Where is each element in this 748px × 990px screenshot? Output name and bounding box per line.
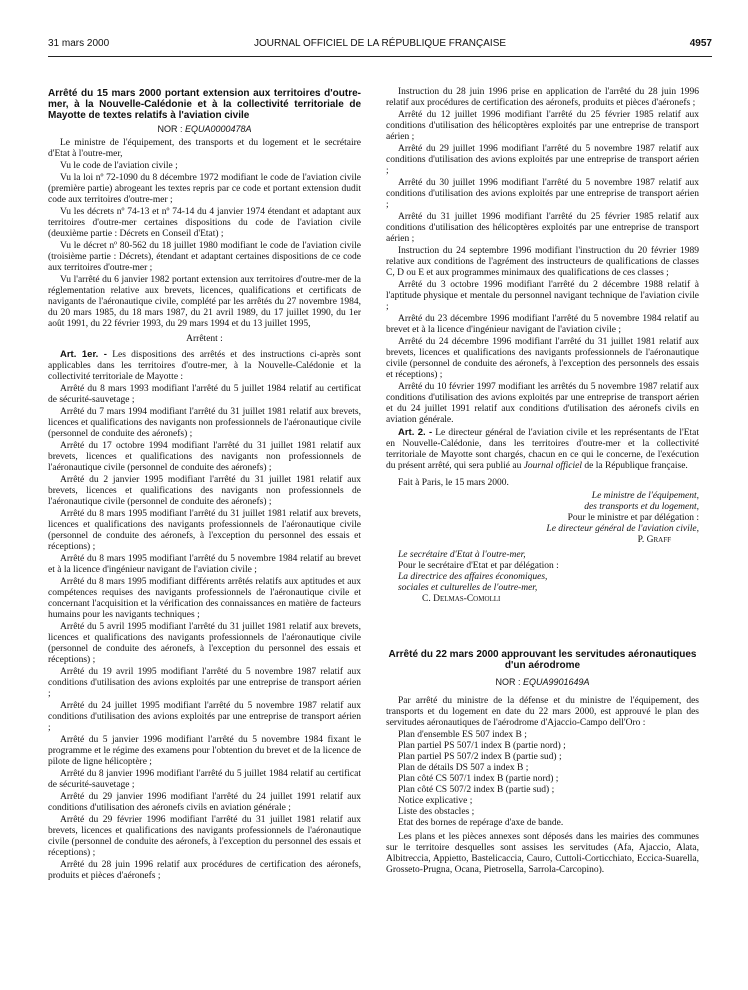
list-item: Arrêté du 5 janvier 1996 modifiant l'arrêté du 5 novembre 1984 fixant le programme et le régime des examens pour l'obtention du brevet et de la licence de pilote de ligne hélicoptère ;	[48, 735, 361, 767]
header-page-number: 4957	[689, 38, 712, 49]
visa-decret-1980: Vu le décret nº 80-562 du 18 juillet 1980 modifiant le code de l'aviation civile (troisième partie : Décrets), étendant et adaptant certaines dispositions de ce code aux territoires d'outre-mer ;	[48, 241, 361, 273]
decree-2-intro: Par arrêté du ministre de la défense et du ministre de l'équipement, des transports et du logement en date du 22 mars 2000, est approuvé le plan des servitudes aéronautiques de l'aérodrome d'Ajaccio-Campo dell'Oro :	[386, 696, 699, 728]
visa-decrets: Vu les décrets nº 74-13 et nº 74-14 du 4 janvier 1974 étendant et adaptant aux territoires d'outre-mer certaines dispositions du code de l'aviation civile (deuxième partie : Décrets en Conseil d'Etat) ;	[48, 207, 361, 239]
signature-name-delmas: C. Delmas-Comolli	[422, 594, 501, 604]
list-item: Arrêté du 8 mars 1995 modifiant différents arrêtés relatifs aux aptitudes et aux compétences requises des navigants professionnels de l'aéronautique civile et concernant l'acquisition et la vérification des connaissances en matière de facteurs humains pour les navigants techniques ;	[48, 577, 361, 620]
decree-2-closing: Les plans et les pièces annexes sont déposés dans les mairies des communes sur le territoire desquelles sont assises les servitudes (Afa, Ajaccio, Alata, Albitreccia, Appietto, Bastelicaccia, Cauro, Cuttoli-Corticchiato, Eccica-Suarella, Grosseto-Prugna, Ocana, Pietrosella, Sarrola-Carcopino).	[386, 832, 699, 875]
left-column	[48, 88, 361, 883]
list-item: Arrêté du 7 mars 1994 modifiant l'arrêté du 31 juillet 1981 relatif aux brevets, licences et qualifications des navigants non professionnels de l'aéronautique civile (personnel de conduite des aéronefs) ;	[48, 407, 361, 439]
list-item: Liste des obstacles ;	[398, 807, 475, 817]
list-item: Arrêté du 19 avril 1995 modifiant l'arrêté du 5 novembre 1987 relatif aux conditions d'utilisation des avions exploités par une entreprise de transport aérien ;	[48, 667, 361, 699]
signatory-minister-line2: des transports et du logement,	[584, 502, 699, 512]
list-item: Arrêté du 29 juillet 1996 modifiant l'arrêté du 5 novembre 1987 relatif aux conditions d'utilisation des avions exploités par une entreprise de transport aérien ;	[386, 144, 699, 176]
nor-reference	[48, 124, 361, 135]
list-item: Arrêté du 3 octobre 1996 modifiant l'arrêté du 2 décembre 1988 relatif à l'aptitude physique et mentale du personnel navigant technique de l'aviation civile ;	[386, 280, 699, 312]
signatory-dgac: Le directeur général de l'aviation civile,	[546, 524, 699, 534]
list-item: Arrêté du 8 mars 1993 modifiant l'arrêté du 5 juillet 1984 relatif au certificat de sécurité-sauvetage ;	[48, 384, 361, 405]
list-item: Arrêté du 24 juillet 1995 modifiant l'arrêté du 5 novembre 1987 relatif aux conditions d'utilisation des avions exploités par une entreprise de transport aérien ;	[48, 701, 361, 733]
list-item: Arrêté du 8 janvier 1996 modifiant l'arrêté du 5 juillet 1984 relatif au certificat de sécurité-sauvetage ;	[48, 769, 361, 790]
list-item: Arrêté du 2 janvier 1995 modifiant l'arrêté du 31 juillet 1981 relatif aux brevets, licences et qualifications des navigants non professionnels de l'aéronautique civile (personnel de conduite des aéronefs) ;	[48, 475, 361, 507]
signature-name-graff: P. Graff	[637, 535, 671, 545]
signatory-directrice: La directrice des affaires économiques,	[398, 572, 548, 582]
list-item: Etat des bornes de repérage d'axe de bande.	[398, 818, 564, 828]
nor-2-label: NOR :	[495, 677, 521, 687]
list-item: Plan partiel PS 507/1 index B (partie nord) ;	[398, 741, 566, 751]
visa-arrete-1982: Vu l'arrêté du 6 janvier 1982 portant extension aux territoires d'outre-mer de la réglementation relative aux brevets, licences, qualifications et certificats de navigants de l'aéronautique civile, complété par les arrêtés du 27 novembre 1984, du 20 mars 1985, du 18 mars 1987, du 21 avril 1989, du 17 juillet 1990, du 1er août 1991, du 22 février 1993, du 29 mars 1994 et du 13 juillet 1995,	[48, 275, 361, 329]
list-item: Arrêté du 28 juin 1996 relatif aux procédures de certification des aéronefs, produits et pièces d'aéronefs ;	[48, 860, 361, 881]
list-item: Arrêté du 8 mars 1995 modifiant l'arrêté du 5 novembre 1984 relatif au brevet et à la licence d'ingénieur navigant de l'aviation civile ;	[48, 554, 361, 575]
list-item: Plan côté CS 507/1 index B (partie nord) ;	[398, 774, 559, 784]
list-item: Arrêté du 8 mars 1995 modifiant l'arrêté du 31 juillet 1981 relatif aux brevets, licences et qualifications des navigants professionnels de l'aéronautique civile (personnel de conduite des aéronefs, à l'exception du personnel des essais et réceptions) ;	[48, 509, 361, 552]
list-item: Plan d'ensemble ES 507 index B ;	[398, 730, 527, 740]
page-header	[48, 38, 712, 52]
article-2-text-end: de la République française.	[584, 461, 688, 471]
article-2-label: Art. 2. -	[398, 427, 433, 438]
list-item: Notice explicative ;	[398, 796, 473, 806]
article-1	[48, 349, 361, 383]
article-2	[386, 427, 699, 472]
list-item: Arrêté du 5 avril 1995 modifiant l'arrêté du 31 juillet 1981 relatif aux brevets, licences et qualifications des navigants professionnels de l'aéronautique civile (personnel de conduite des aéronefs, à l'exception du personnel des essais et réceptions) ;	[48, 622, 361, 665]
arretent-heading: Arrêtent :	[186, 334, 223, 344]
nor-reference-2	[386, 677, 699, 688]
nor-2-value: EQUA9901649A	[522, 677, 590, 687]
preamble-ministers: Le ministre de l'équipement, des transports et du logement et le secrétaire d'Etat à l'outre-mer,	[48, 138, 361, 159]
list-item: Plan de détails DS 507 a index B ;	[398, 763, 529, 773]
header-rule	[48, 56, 712, 57]
right-column	[386, 87, 699, 877]
list-item: Instruction du 28 juin 1996 prise en application de l'arrêté du 28 juin 1996 relatif aux procédures de certification des aéronefs, produits et pièces d'aéronefs ;	[386, 87, 699, 108]
signatory-minister: Le ministre de l'équipement,	[591, 491, 699, 501]
decree-2-title: Arrêté du 22 mars 2000 approuvant les servitudes aéronautiques d'un aérodrome	[388, 649, 697, 671]
visa-loi: Vu la loi nº 72-1090 du 8 décembre 1972 modifiant le code de l'aviation civile (première partie) abrogeant les textes repris par ce code et portant extension dudit code aux territoires d'outre-mer ;	[48, 173, 361, 205]
list-item: Instruction du 24 septembre 1996 modifiant l'instruction du 20 février 1989 relative aux conditions de l'agrément des instructeurs de qualifications de classes C, D ou E et aux programmes minimaux des qualifications de ces classes ;	[386, 246, 699, 278]
header-date: 31 mars 2000	[48, 38, 110, 49]
list-item: Plan partiel PS 507/2 index B (partie sud) ;	[398, 752, 562, 762]
article-1-label: Art. 1er. -	[60, 349, 107, 360]
list-item: Arrêté du 12 juillet 1996 modifiant l'arrêté du 25 février 1985 relatif aux conditions d'utilisation des hélicoptères exploités par une entreprise de transport aérien ;	[386, 110, 699, 142]
list-item: Arrêté du 31 juillet 1996 modifiant l'arrêté du 25 février 1985 relatif aux conditions d'utilisation des hélicoptères exploités par une entreprise de transport aérien ;	[386, 212, 699, 244]
delegation-line-2: Pour le secrétaire d'Etat et par délégation :	[398, 561, 559, 571]
plans-list	[386, 730, 699, 829]
list-item: Plan côté CS 507/2 index B (partie sud) ;	[398, 785, 555, 795]
section-spacer	[386, 605, 699, 649]
decree-title: Arrêté du 15 mars 2000 portant extension aux territoires d'outre-mer, à la Nouvelle-Calédonie et à la collectivité territoriale de Mayotte de textes relatifs à l'aviation civile	[48, 88, 361, 121]
signatory-directrice-line2: sociales et culturelles de l'outre-mer,	[398, 583, 538, 593]
delegation-line: Pour le ministre et par délégation :	[567, 513, 699, 523]
signatory-secretary: Le secrétaire d'Etat à l'outre-mer,	[398, 550, 526, 560]
list-item: Arrêté du 29 janvier 1996 modifiant l'arrêté du 24 juillet 1991 relatif aux conditions d'utilisation des aéronefs civils en aviation générale ;	[48, 792, 361, 813]
signature-place-date: Fait à Paris, le 15 mars 2000.	[398, 478, 509, 488]
list-item: Arrêté du 17 octobre 1994 modifiant l'arrêté du 31 juillet 1981 relatif aux brevets, licences et qualifications des navigants non professionnels de l'aéronautique civile (personnel de conduite des aéronefs) ;	[48, 441, 361, 473]
article-2-text: Le directeur général de l'aviation civile et les représentants de l'Etat en Nouvelle-Calédonie, dans les territoires d'outre-mer et la collectivité territoriale de Mayotte sont chargés, chacun en ce qui le concerne, de l'exécution du présent arrêté, qui sera publié au	[386, 428, 700, 471]
journal-officiel-ref: Journal officiel	[523, 461, 583, 471]
list-item: Arrêté du 23 décembre 1996 modifiant l'arrêté du 5 novembre 1984 relatif au brevet et à la licence d'ingénieur navigant de l'aviation civile ;	[386, 314, 699, 335]
visa-code: Vu le code de l'aviation civile ;	[60, 161, 178, 171]
list-item: Arrêté du 29 février 1996 modifiant l'arrêté du 31 juillet 1981 relatif aux brevets, licences et qualifications des navigants professionnels de l'aéronautique civile (personnel de conduite des aéronefs, à l'exception du personnel des essais et réceptions) ;	[48, 815, 361, 858]
list-item: Arrêté du 30 juillet 1996 modifiant l'arrêté du 5 novembre 1987 relatif aux conditions d'utilisation des avions exploités par une entreprise de transport aérien ;	[386, 178, 699, 210]
list-item: Arrêté du 10 février 1997 modifiant les arrêtés du 5 novembre 1987 relatif aux conditions d'utilisation des avions exploités par une entreprise de transport aérien et du 24 juillet 1991 relatif aux conditions d'utilisation des aéronefs civils en aviation générale.	[386, 382, 699, 425]
nor-label: NOR :	[157, 124, 183, 134]
header-journal-title: JOURNAL OFFICIEL DE LA RÉPUBLIQUE FRANÇAISE	[253, 38, 507, 49]
nor-value: EQUA0000478A	[184, 124, 252, 134]
list-item: Arrêté du 24 décembre 1996 modifiant l'arrêté du 31 juillet 1981 relatif aux brevets, licences et qualifications des navigants professionnels de l'aéronautique civile (personnel de conduite des aéronefs, à l'exception des personnels des essais et réceptions) ;	[386, 337, 699, 380]
article-1-text: Les dispositions des arrêtés et des instructions ci-après sont applicables dans les territoires d'outre-mer, à la Nouvelle-Calédonie et la collectivité territoriale de Mayotte :	[48, 350, 362, 382]
